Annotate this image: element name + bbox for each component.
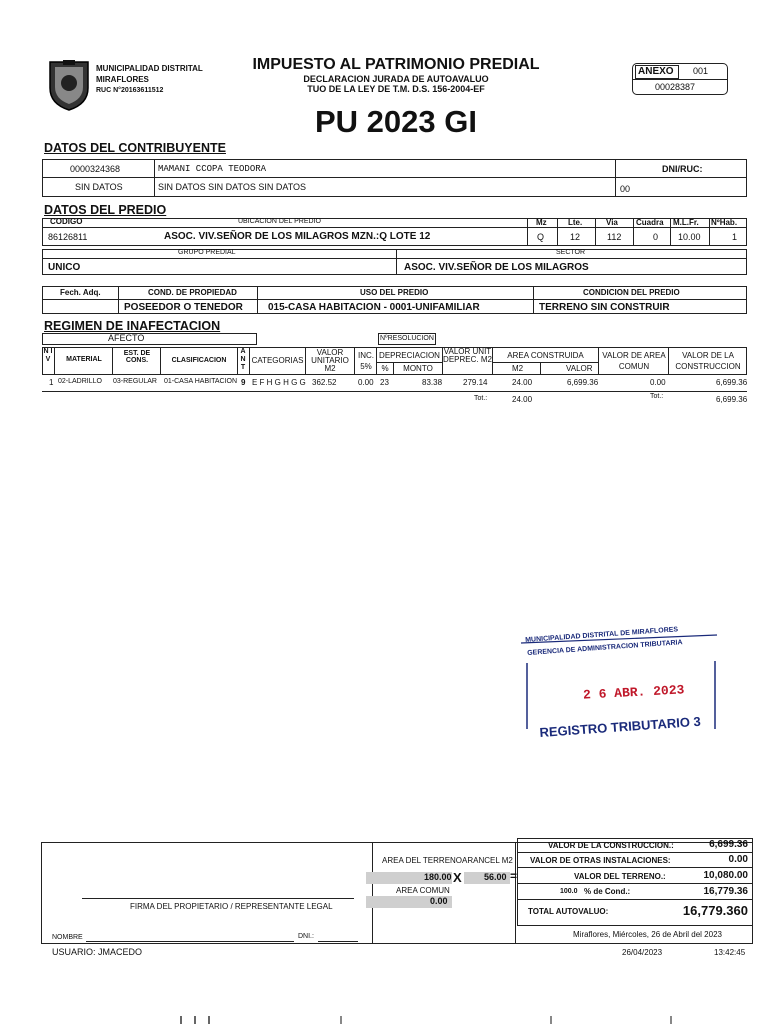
print-time: 13:42:45 (714, 948, 746, 957)
uso-label: USO DEL PREDIO (360, 288, 429, 297)
total-autovaluo-value: 16,779.360 (682, 903, 748, 918)
col-valor-unit: VALOR UNITARIO M2 (311, 348, 349, 373)
document-subtitle-2: TUO DE LA LEY DE T.M. D.S. 156-2004-EF (307, 84, 485, 94)
dni-label: DNI/RUC: (662, 164, 703, 174)
col-valor-construccion: VALOR DE LA CONSTRUCCION (675, 351, 741, 371)
contribuyente-code: 0000324368 (70, 164, 121, 174)
document-number: 00028387 (655, 82, 696, 92)
via-label: Via (606, 218, 618, 227)
arancel-label: ARANCEL M2 (462, 856, 513, 865)
col-valor-area-comun: VALOR DE AREA COMUN (602, 351, 666, 371)
total-m2: 24.00 (512, 395, 533, 404)
inafectacion-section-title: REGIMEN DE INAFECTACION (44, 319, 221, 333)
predio-section-title: DATOS DEL PREDIO (44, 203, 167, 217)
col-inc: INC. 5% (358, 351, 374, 371)
cond-predio-label: CONDICION DEL PREDIO (583, 288, 680, 297)
afecto-value: AFECTO (108, 333, 145, 343)
nombre-label: NOMBRE (52, 934, 83, 941)
valor-otras-label: VALOR DE OTRAS INSTALACIONES: (530, 856, 671, 865)
nhab-label: NºHab. (711, 218, 738, 227)
multiply-sign: X (453, 870, 462, 885)
row-categorias: E F H G H G G (252, 378, 306, 387)
cond-predio-value: TERRENO SIN CONSTRUIR (539, 302, 670, 313)
address-label: SIN DATOS (75, 182, 123, 192)
stamp-footer: REGISTRO TRIBUTARIO 3 (539, 713, 702, 740)
stamp-date: 2 6 ABR. 2023 (582, 682, 685, 703)
row-ant: 9 (241, 378, 246, 387)
area-terreno-value: 180.00 (424, 872, 452, 882)
row-valor-unit: 362.52 (312, 378, 337, 387)
stamp-line-2: GERENCIA DE ADMINISTRACION TRIBUTARIA (527, 639, 683, 657)
usuario: USUARIO: JMACEDO (52, 947, 143, 957)
document-subtitle-1: DECLARACION JURADA DE AUTOAVALUO (303, 74, 489, 84)
row-clasif: 01-CASA HABITACION (164, 378, 238, 385)
contribuyente-name: MAMANI CCOPA TEODORA (158, 164, 267, 174)
predio-lte: 12 (570, 232, 581, 242)
grupo-label: GRUPO PREDIAL (178, 249, 236, 256)
grupo-value: UNICO (48, 262, 81, 273)
municipal-logo (46, 58, 92, 112)
municipality-name-2: MIRAFLORES (96, 75, 149, 84)
anexo-value: 001 (693, 66, 709, 76)
total-autovaluo-label: TOTAL AUTOVALUO: (528, 907, 609, 916)
valor-construccion-value: 6,699.36 (709, 839, 748, 850)
ruc-number: RUC N°20163611512 (96, 87, 164, 94)
col-niv: N I V (43, 348, 53, 363)
area-comun-label: AREA COMUN (396, 886, 450, 895)
area-comun-value: 0.00 (430, 896, 448, 906)
col-est: EST. DE CONS. (123, 350, 151, 364)
lte-label: Lte. (568, 218, 583, 227)
predio-mlfr: 10.00 (678, 232, 701, 242)
afecto-box (42, 333, 257, 345)
area-terreno-label: AREA DEL TERRENO (382, 856, 463, 865)
sector-label: SECTOR (556, 249, 586, 256)
codigo-label: CODIGO (50, 217, 83, 226)
ubicacion-label: UBICACION DEL PREDIO (238, 218, 321, 225)
equals-sign: = (510, 869, 518, 883)
col-material: MATERIAL (66, 356, 102, 363)
fecha-texto: Miraflores, Miércoles, 26 de Abril del 2023 (573, 930, 722, 939)
row-inc: 0.00 (358, 378, 374, 387)
col-monto: MONTO (403, 364, 433, 373)
total-label-m2: Tot.: (474, 395, 488, 402)
row-valor-area-comun: 0.00 (650, 378, 666, 387)
row-monto: 83.38 (422, 378, 443, 387)
contribuyente-box (42, 159, 747, 197)
row-niv: 1 (49, 378, 54, 387)
col-valor: VALOR (566, 364, 593, 373)
municipality-name: MUNICIPALIDAD DISTRITAL (96, 64, 203, 73)
mlfr-label: M.L.Fr. (673, 218, 699, 227)
col-m2: M2 (512, 364, 524, 373)
predio-ubicacion: ASOC. VIV.SEÑOR DE LOS MILAGROS MZN.:Q LOTE 12 (164, 231, 431, 242)
col-categorias: CATEGORIAS (251, 356, 304, 365)
valor-terreno-label: VALOR DEL TERRENO.: (574, 872, 666, 881)
document-title: IMPUESTO AL PATRIMONIO PREDIAL (252, 56, 540, 73)
pct-cond-label: % de Cond.: (584, 887, 631, 896)
uso-value: 015-CASA HABITACION - 0001-UNIFAMILIAR (268, 302, 480, 313)
pct-cond-amount: 16,779.36 (703, 886, 748, 897)
anexo-label: ANEXO (638, 66, 674, 77)
print-date: 26/04/2023 (622, 948, 663, 957)
col-area-construida: AREA CONSTRUIDA (507, 351, 584, 360)
predio-via: 112 (607, 232, 622, 242)
resolucion-label: NºRESOLUCION (380, 335, 434, 342)
cuadra-label: Cuadra (636, 218, 664, 227)
tax-registry-stamp (517, 626, 722, 745)
scan-edge-marks (150, 1016, 710, 1024)
form-code-title: PU 2023 GI (315, 104, 477, 139)
row-valor-construccion: 6,699.36 (716, 378, 748, 387)
total-label-valor: Tot.: (650, 393, 664, 400)
row-est: 03-REGULAR (113, 378, 157, 385)
table-row (42, 378, 747, 390)
col-ant: A N T (240, 348, 246, 371)
row-valor-unit-deprec: 279.14 (463, 378, 488, 387)
address-extra: 00 (620, 184, 631, 194)
cond-prop-value: POSEEDOR O TENEDOR (124, 302, 243, 313)
predio-nhab: 1 (732, 232, 738, 242)
predio-mz: Q (537, 232, 545, 242)
col-depreciacion: DEPRECIACION (379, 351, 440, 360)
row-valor: 6,699.36 (567, 378, 599, 387)
contribuyente-section-title: DATOS DEL CONTRIBUYENTE (44, 141, 226, 155)
grupo-box (42, 249, 747, 275)
mz-label: Mz (536, 218, 547, 227)
stamp-line-1: MUNICIPALIDAD DISTRITAL DE MIRAFLORES (525, 626, 679, 644)
arancel-value: 56.00 (484, 872, 507, 882)
predio-cuadra: 0 (653, 232, 659, 242)
pct-cond-value: 100.0 (560, 888, 578, 895)
total-valor-construccion: 6,699.36 (716, 395, 748, 404)
anexo-box (632, 63, 728, 95)
predio-codigo: 86126811 (48, 232, 88, 242)
firma-label: FIRMA DEL PROPIETARIO / REPRESENTANTE LEGAL (130, 902, 333, 911)
dni-footer-label: DNI.: (298, 933, 314, 940)
cond-prop-label: COND. DE PROPIEDAD (148, 288, 237, 297)
valor-construccion-label: VALOR DE LA CONSTRUCCION.: (548, 841, 674, 850)
valor-otras-value: 0.00 (728, 854, 748, 865)
sector-value: ASOC. VIV.SEÑOR DE LOS MILAGROS (404, 262, 589, 273)
row-pct: 23 (380, 378, 389, 387)
col-valor-unit-deprec: VALOR UNIT DEPREC. M2 (443, 347, 492, 364)
row-material: 02-LADRILLO (58, 378, 102, 385)
col-pct: % (381, 364, 389, 373)
address-value: SIN DATOS SIN DATOS SIN DATOS (158, 182, 307, 192)
col-clasif: CLASIFICACION (171, 357, 227, 364)
fech-adq-label: Fech. Adq. (60, 288, 101, 297)
valor-terreno-value: 10,080.00 (703, 870, 748, 881)
row-m2: 24.00 (512, 378, 533, 387)
